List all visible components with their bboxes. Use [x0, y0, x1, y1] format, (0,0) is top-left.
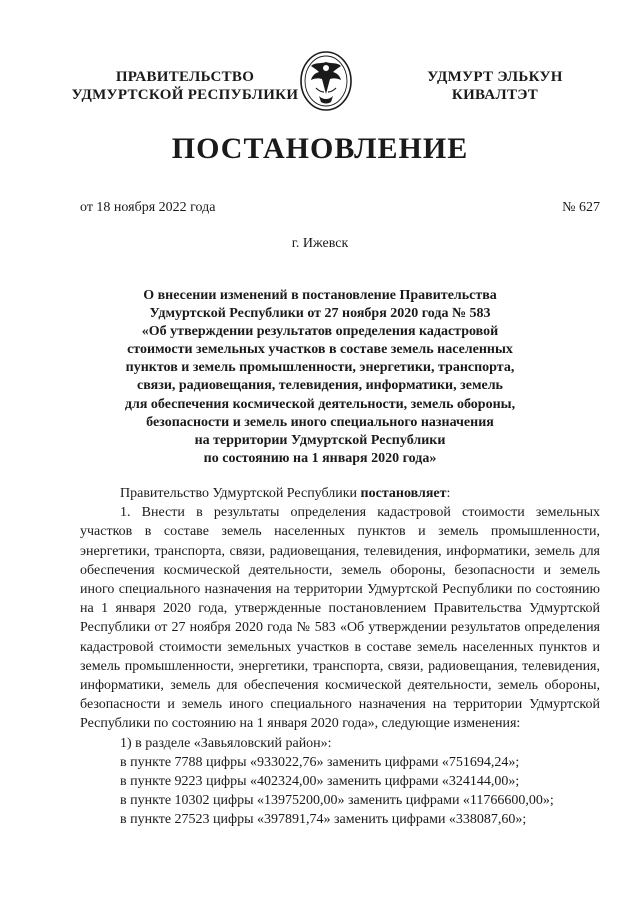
subject-line: для обеспечения космической деятельности, земель обороны, [124, 396, 516, 412]
subject-line: безопасности и земель иного специального назначения [146, 414, 494, 430]
intro-colon: : [446, 486, 451, 501]
government-name-line2: УДМУРТСКОЙ РЕСПУБЛИКИ [71, 87, 299, 103]
government-name-udmurt [400, 68, 590, 104]
intro-verb: постановляет [360, 486, 447, 501]
subject-line: О внесении изменений в постановление Правительства [143, 288, 497, 303]
government-name-russian [50, 68, 320, 104]
government-name-udmurt-line1: УДМУРТ ЭЛЬКУН [427, 69, 563, 85]
subject-line: «Об утверждении результатов определения кадастровой [141, 324, 499, 340]
document-body [80, 484, 600, 830]
subject-line: стоимости земельных участков в составе земель населенных [127, 342, 513, 358]
government-name-udmurt-line2: КИВАЛТЭТ [451, 87, 539, 103]
intro-text: Правительство Удмуртской Республики [120, 486, 361, 501]
document-subject [110, 287, 530, 468]
coat-of-arms-icon [299, 50, 353, 112]
subject-line: по состоянию на 1 января 2020 года» [203, 450, 437, 466]
intro-paragraph [80, 484, 600, 503]
subject-line: связи, радиовещания, телевидения, информатики, земель [137, 378, 503, 394]
amendment-item: в пункте 27523 цифры «397891,74» заменить цифрами «338087,60»; [120, 812, 527, 828]
subject-line: на территории Удмуртской Республики [194, 432, 446, 448]
amendment-item: в пункте 9223 цифры «402324,00» заменить цифрами «324144,00»; [120, 774, 520, 790]
subject-line: пунктов и земель промышленности, энергетики, транспорта, [125, 360, 515, 376]
document-title: ПОСТАНОВЛЕНИЕ [171, 132, 469, 165]
document-number: № 627 [562, 200, 600, 215]
document-date: от 18 ноября 2022 года [80, 200, 216, 215]
government-name-line1: ПРАВИТЕЛЬСТВО [115, 69, 255, 85]
document-city: г. Ижевск [291, 236, 349, 251]
paragraph-1: 1. Внести в результаты определения кадастровой стоимости земельных участков в составе земель населенных пунктов и земель промышленности, энергетики, транспорта, связи, радиовещания, телевидения, информатики, земель для обеспечения космической деятельности, земель обороны, безопасности и земель иного специального назначения на территории Удмуртской Республики по состоянию на 1 января 2020 года, утвержденные постановлением Правительства Удмуртской Республики от 27 ноября 2020 года № 583 «Об утверждении результатов определения кадастровой стоимости земельных участков в составе земель населенных пунктов и земель промышленности, энергетики, транспорта, связи, радиовещания, телевидения, информатики, земель для обеспечения космической деятельности, земель обороны, безопасности и земель иного специального назначения на территории Удмуртской Республики по состоянию на 1 января 2020 года», следующие изменения: [80, 505, 600, 732]
amendment-item: в пункте 10302 цифры «13975200,00» заменить цифрами «11766600,00»; [120, 793, 554, 809]
amendment-item: в пункте 7788 цифры «933022,76» заменить цифрами «751694,24»; [120, 754, 520, 770]
amendment-item: 1) в разделе «Завьяловский район»: [120, 735, 332, 751]
subject-line: Удмуртской Республики от 27 ноября 2020 года № 583 [149, 306, 491, 322]
